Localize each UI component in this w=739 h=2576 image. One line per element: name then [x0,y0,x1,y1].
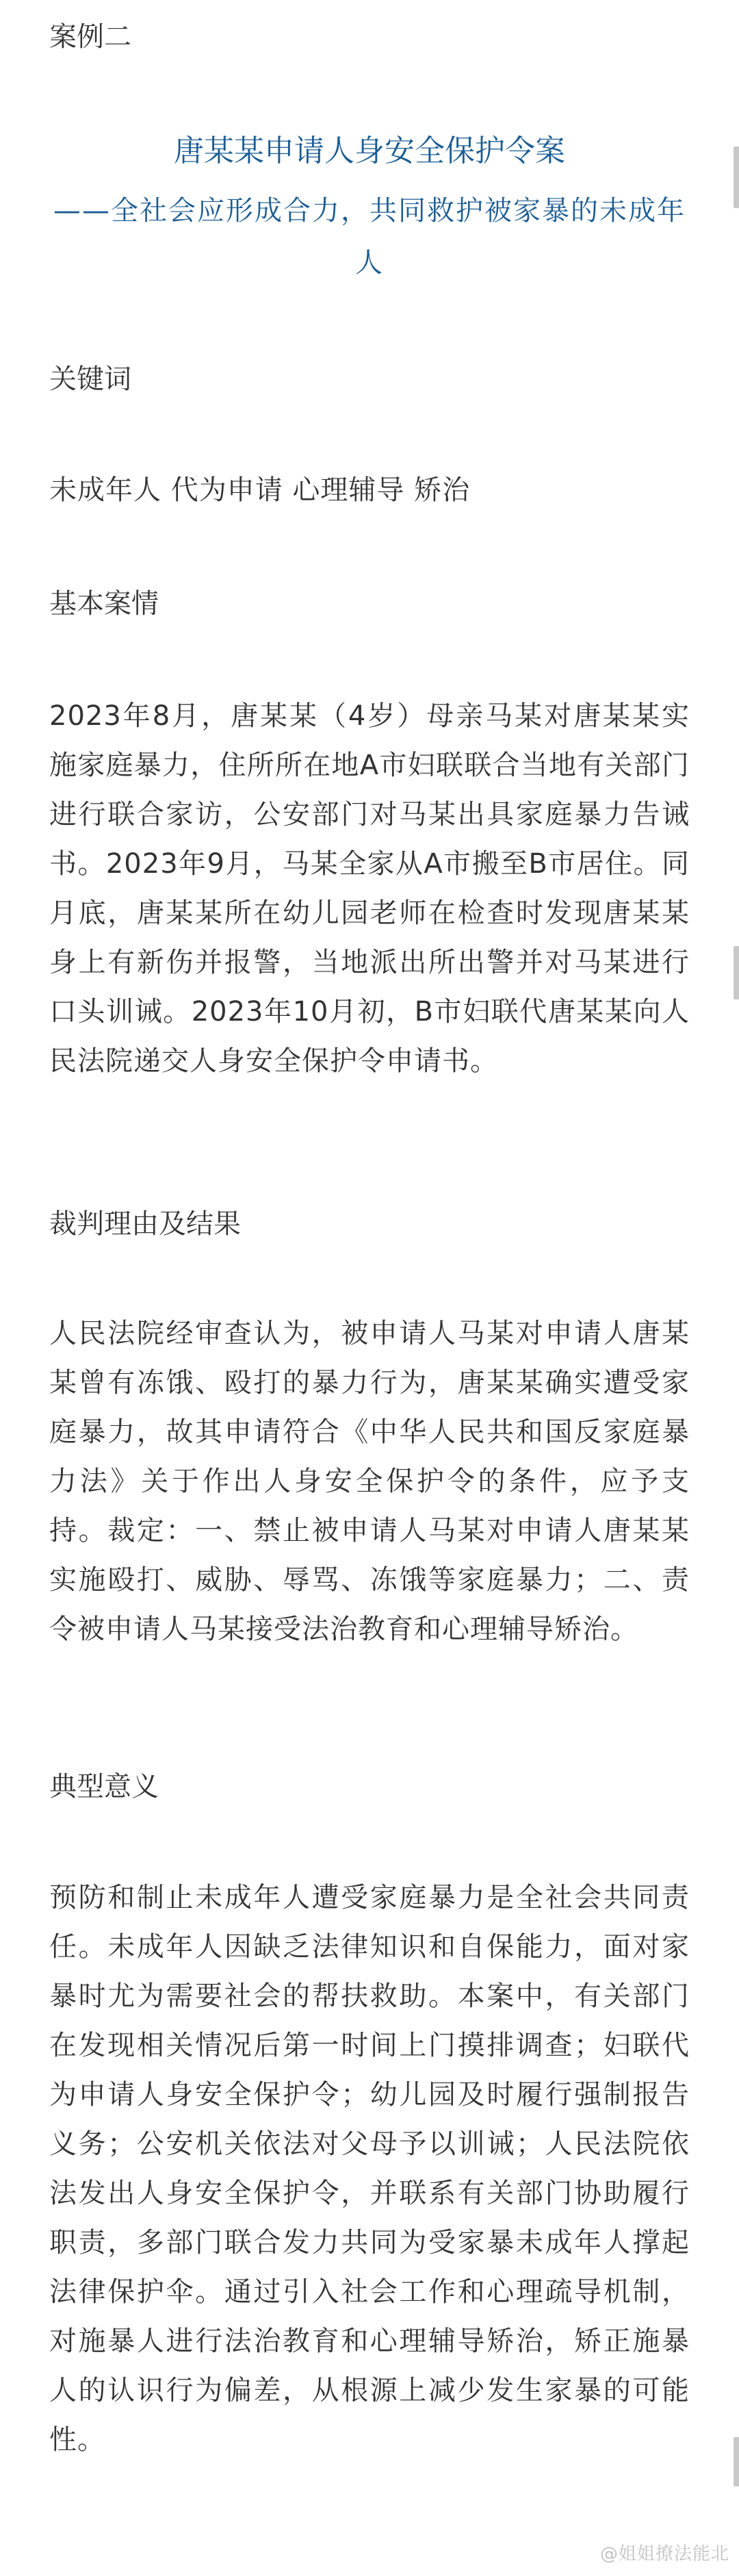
case-subtitle: ——全社会应形成合力，共同救护被家暴的未成年人 [53,195,686,279]
keywords-text: 未成年人 代为申请 心理辅导 矫治 [49,474,471,506]
significance-heading: 典型意义 [49,1771,159,1802]
case-title: 唐某某申请人身安全保护令案 [174,133,565,168]
significance-paragraph: 预防和制止未成年人遭受家庭暴力是全社会共同责任。未成年人因缺乏法律知识和自保能力，面对家暴时尤为需要社会的帮扶救助。本案中，有关部门在发现相关情况后第一时间上门摸排调查；妇联代为申请人身安全保护令；幼儿园及时履行强制报告义务；公安机关依法对父母予以训诫；人民法院依法发出人身安全保护令，并联系有关部门协助履行职责，多部门联合发力共同为受家暴未成年人撑起法律保护伞。通过引入社会工作和心理疏导机制，对施暴人进行法治教育和心理辅导矫治，矫正施暴人的认识行为偏差，从根源上减少发生家暴的可能性。 [49,1882,690,2456]
watermark: @姐姐撩法能北 [599,2544,729,2564]
case-label: 案例二 [49,21,131,53]
scroll-edge-marker [734,146,739,208]
facts-heading: 基本案情 [49,588,159,620]
scroll-edge-marker [734,946,739,999]
ruling-paragraph: 人民法院经审查认为，被申请人马某对申请人唐某某曾有冻饿、殴打的暴力行为，唐某某确实遭受家庭暴力，故其申请符合《中华人民共和国反家庭暴力法》关于作出人身安全保护令的条件，应予支持。裁定：一、禁止被申请人马某对申请人唐某某实施殴打、威胁、辱骂、冻饿等家庭暴力；二、责令被申请人马某接受法治教育和心理辅导矫治。 [49,1318,690,1645]
keywords-heading: 关键词 [49,364,131,395]
facts-paragraph: 2023年8月，唐某某（4岁）母亲马某对唐某某实施家庭暴力，住所所在地A市妇联联合当地有关部门进行联合家访，公安部门对马某出具家庭暴力告诫书。2023年9月，马某全家从A市搬至B市居住。同月底，唐某某所在幼儿园老师在检查时发现唐某某身上有新伤并报警，当地派出所出警并对马某进行口头训诫。2023年10月初，B市妇联代唐某某向人民法院递交人身安全保护令申请书。 [49,700,690,1077]
ruling-heading: 裁判理由及结果 [49,1208,241,1240]
scroll-edge-marker [734,2437,739,2486]
